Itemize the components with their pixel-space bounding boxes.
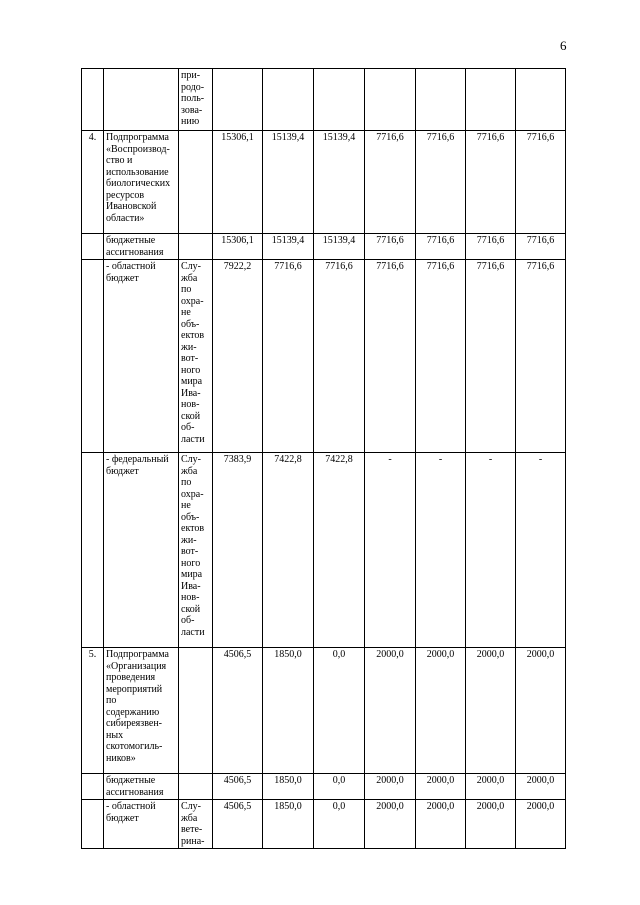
value-cell: 0,0 [314, 648, 365, 774]
value-cell: 15139,4 [263, 234, 314, 260]
value-cell: 15139,4 [263, 131, 314, 234]
row-name-cell: - областной бюджет [104, 800, 179, 849]
table-row [82, 131, 566, 234]
executor-cell [179, 774, 213, 800]
value-cell: 7422,8 [263, 453, 314, 648]
value-cell: 15139,4 [314, 234, 365, 260]
executor-cell: Слу- жба по охра- не объ- ектов жи- вот- ного мира Ива- нов- ской об- ласти [179, 260, 213, 453]
value-cell: - [416, 453, 466, 648]
value-cell: 7716,6 [365, 260, 416, 453]
table-row [82, 800, 566, 849]
value-cell: - [466, 453, 516, 648]
row-name-cell: - областной бюджет [104, 260, 179, 453]
value-cell: 15306,1 [213, 234, 263, 260]
executor-cell [179, 131, 213, 234]
row-number-cell [82, 774, 104, 800]
row-name-cell: бюджетные ассигнования [104, 234, 179, 260]
value-cell: 2000,0 [416, 648, 466, 774]
value-cell [416, 69, 466, 131]
table-row [82, 453, 566, 648]
row-number-cell [82, 260, 104, 453]
value-cell: 7716,6 [314, 260, 365, 453]
value-cell [466, 69, 516, 131]
value-cell: 7716,6 [263, 260, 314, 453]
value-cell: 7716,6 [416, 234, 466, 260]
value-cell: 7716,6 [466, 234, 516, 260]
value-cell: 2000,0 [516, 800, 566, 849]
value-cell [365, 69, 416, 131]
value-cell: 2000,0 [365, 800, 416, 849]
value-cell: 2000,0 [365, 774, 416, 800]
value-cell [213, 69, 263, 131]
executor-cell: Слу- жба по охра- не объ- ектов жи- вот- ного мира Ива- нов- ской об- ласти [179, 453, 213, 648]
value-cell: 7716,6 [516, 260, 566, 453]
value-cell: 7716,6 [516, 131, 566, 234]
value-cell: 7383,9 [213, 453, 263, 648]
row-number-cell [82, 234, 104, 260]
value-cell: 2000,0 [365, 648, 416, 774]
value-cell: 7716,6 [416, 131, 466, 234]
value-cell: 7716,6 [365, 234, 416, 260]
value-cell: 15139,4 [314, 131, 365, 234]
value-cell: 15306,1 [213, 131, 263, 234]
page-number: 6 [560, 38, 567, 53]
value-cell: 7716,6 [365, 131, 416, 234]
value-cell: 2000,0 [516, 774, 566, 800]
value-cell: 7422,8 [314, 453, 365, 648]
value-cell: 2000,0 [416, 774, 466, 800]
row-number-cell [82, 800, 104, 849]
row-number-cell [82, 69, 104, 131]
row-number-cell: 4. [82, 131, 104, 234]
table-row [82, 234, 566, 260]
value-cell: 1850,0 [263, 774, 314, 800]
value-cell: - [516, 453, 566, 648]
budget-table [81, 68, 566, 849]
value-cell: 2000,0 [466, 800, 516, 849]
value-cell: 0,0 [314, 800, 365, 849]
value-cell: 0,0 [314, 774, 365, 800]
value-cell: 4506,5 [213, 774, 263, 800]
row-number-cell: 5. [82, 648, 104, 774]
value-cell [263, 69, 314, 131]
table-row [82, 648, 566, 774]
value-cell: 1850,0 [263, 648, 314, 774]
executor-cell: при- родо- поль- зова- нию [179, 69, 213, 131]
value-cell: 2000,0 [416, 800, 466, 849]
table-row [82, 774, 566, 800]
value-cell: 7922,2 [213, 260, 263, 453]
value-cell [516, 69, 566, 131]
row-name-cell: Подпрограмма «Воспроизвод- ство и использование биологических ресурсов Ивановской области» [104, 131, 179, 234]
value-cell: 7716,6 [516, 234, 566, 260]
executor-cell [179, 234, 213, 260]
value-cell: 7716,6 [416, 260, 466, 453]
value-cell: 4506,5 [213, 800, 263, 849]
value-cell: 2000,0 [516, 648, 566, 774]
row-name-cell: - федеральный бюджет [104, 453, 179, 648]
row-name-cell [104, 69, 179, 131]
value-cell: 1850,0 [263, 800, 314, 849]
value-cell: - [365, 453, 416, 648]
table-row [82, 69, 566, 131]
row-number-cell [82, 453, 104, 648]
executor-cell [179, 648, 213, 774]
table-row [82, 260, 566, 453]
value-cell [314, 69, 365, 131]
value-cell: 2000,0 [466, 774, 516, 800]
row-name-cell: бюджетные ассигнования [104, 774, 179, 800]
executor-cell: Слу- жба вете- рина- [179, 800, 213, 849]
value-cell: 7716,6 [466, 260, 516, 453]
value-cell: 4506,5 [213, 648, 263, 774]
value-cell: 2000,0 [466, 648, 516, 774]
row-name-cell: Подпрограмма «Организация проведения мероприятий по содержанию сибиреязвен- ных скотомогиль- ников» [104, 648, 179, 774]
value-cell: 7716,6 [466, 131, 516, 234]
